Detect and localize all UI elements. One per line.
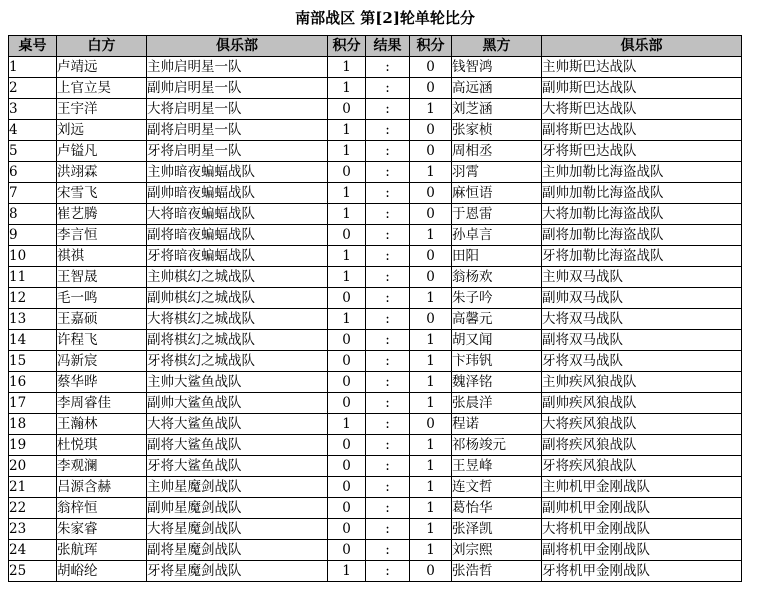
result-separator: : bbox=[366, 246, 410, 267]
white-player: 王宇洋 bbox=[57, 99, 147, 120]
black-club: 副将斯巴达战队 bbox=[542, 120, 742, 141]
table-number: 20 bbox=[9, 456, 57, 477]
white-score: 0 bbox=[328, 330, 366, 351]
white-club: 牙将启明星一队 bbox=[147, 141, 328, 162]
black-score: 0 bbox=[410, 204, 452, 225]
black-club: 大将机甲金刚战队 bbox=[542, 519, 742, 540]
result-separator: : bbox=[366, 561, 410, 582]
result-separator: : bbox=[366, 414, 410, 435]
table-row bbox=[9, 141, 742, 162]
white-club: 主帅棋幻之城战队 bbox=[147, 267, 328, 288]
result-separator: : bbox=[366, 519, 410, 540]
table-number: 22 bbox=[9, 498, 57, 519]
white-score: 0 bbox=[328, 372, 366, 393]
black-player: 周相丞 bbox=[452, 141, 542, 162]
table-number: 13 bbox=[9, 309, 57, 330]
white-club: 大将星魔剑战队 bbox=[147, 519, 328, 540]
black-player: 卞玮钒 bbox=[452, 351, 542, 372]
white-club: 主帅大鲨鱼战队 bbox=[147, 372, 328, 393]
white-club: 主帅启明星一队 bbox=[147, 57, 328, 78]
black-player: 胡又闻 bbox=[452, 330, 542, 351]
black-player: 高馨元 bbox=[452, 309, 542, 330]
black-player: 葛怡华 bbox=[452, 498, 542, 519]
header-black: 黑方 bbox=[452, 36, 542, 57]
black-player: 田阳 bbox=[452, 246, 542, 267]
white-player: 许程飞 bbox=[57, 330, 147, 351]
table-row bbox=[9, 309, 742, 330]
white-club: 主帅星魔剑战队 bbox=[147, 477, 328, 498]
header-black-club: 俱乐部 bbox=[542, 36, 742, 57]
result-separator: : bbox=[366, 141, 410, 162]
white-club: 大将暗夜蝙蝠战队 bbox=[147, 204, 328, 225]
black-player: 孙卓言 bbox=[452, 225, 542, 246]
white-score: 0 bbox=[328, 519, 366, 540]
black-score: 1 bbox=[410, 393, 452, 414]
table-row bbox=[9, 246, 742, 267]
table-row bbox=[9, 540, 742, 561]
black-player: 高远涵 bbox=[452, 78, 542, 99]
table-number: 15 bbox=[9, 351, 57, 372]
result-separator: : bbox=[366, 120, 410, 141]
white-player: 杜悦琪 bbox=[57, 435, 147, 456]
white-score: 0 bbox=[328, 540, 366, 561]
header-black-score: 积分 bbox=[410, 36, 452, 57]
result-separator: : bbox=[366, 540, 410, 561]
header-white-club: 俱乐部 bbox=[147, 36, 328, 57]
header-white-score: 积分 bbox=[328, 36, 366, 57]
table-row bbox=[9, 120, 742, 141]
table-number: 2 bbox=[9, 78, 57, 99]
black-score: 0 bbox=[410, 141, 452, 162]
black-player: 连文哲 bbox=[452, 477, 542, 498]
result-separator: : bbox=[366, 267, 410, 288]
table-row bbox=[9, 99, 742, 120]
black-player: 朱子吟 bbox=[452, 288, 542, 309]
white-club: 副帅星魔剑战队 bbox=[147, 498, 328, 519]
header-row bbox=[9, 36, 742, 57]
black-score: 1 bbox=[410, 498, 452, 519]
white-player: 宋雪飞 bbox=[57, 183, 147, 204]
black-player: 钱智鸿 bbox=[452, 57, 542, 78]
black-club: 副帅疾风狼战队 bbox=[542, 393, 742, 414]
table-number: 25 bbox=[9, 561, 57, 582]
table-number: 1 bbox=[9, 57, 57, 78]
table-row bbox=[9, 204, 742, 225]
white-score: 0 bbox=[328, 288, 366, 309]
black-club: 主帅机甲金刚战队 bbox=[542, 477, 742, 498]
table-row bbox=[9, 78, 742, 99]
result-separator: : bbox=[366, 288, 410, 309]
black-score: 1 bbox=[410, 435, 452, 456]
table-number: 21 bbox=[9, 477, 57, 498]
black-club: 副帅斯巴达战队 bbox=[542, 78, 742, 99]
black-player: 魏泽铭 bbox=[452, 372, 542, 393]
black-club: 大将加勒比海盗战队 bbox=[542, 204, 742, 225]
white-club: 牙将大鲨鱼战队 bbox=[147, 456, 328, 477]
table-row bbox=[9, 330, 742, 351]
white-club: 大将启明星一队 bbox=[147, 99, 328, 120]
black-club: 副帅双马战队 bbox=[542, 288, 742, 309]
black-player: 张晨洋 bbox=[452, 393, 542, 414]
white-score: 1 bbox=[328, 78, 366, 99]
white-player: 张航珲 bbox=[57, 540, 147, 561]
black-player: 祁杨竣元 bbox=[452, 435, 542, 456]
result-separator: : bbox=[366, 78, 410, 99]
black-club: 牙将疾风狼战队 bbox=[542, 456, 742, 477]
white-player: 蔡华晔 bbox=[57, 372, 147, 393]
black-player: 刘芝涵 bbox=[452, 99, 542, 120]
white-player: 李周睿佳 bbox=[57, 393, 147, 414]
white-player: 王瀚林 bbox=[57, 414, 147, 435]
white-player: 王嘉硕 bbox=[57, 309, 147, 330]
table-number: 24 bbox=[9, 540, 57, 561]
black-club: 副帅机甲金刚战队 bbox=[542, 498, 742, 519]
black-club: 大将斯巴达战队 bbox=[542, 99, 742, 120]
table-row bbox=[9, 267, 742, 288]
table-row bbox=[9, 183, 742, 204]
table-row bbox=[9, 372, 742, 393]
black-score: 0 bbox=[410, 309, 452, 330]
table-number: 11 bbox=[9, 267, 57, 288]
table-number: 14 bbox=[9, 330, 57, 351]
black-club: 主帅疾风狼战队 bbox=[542, 372, 742, 393]
table-number: 19 bbox=[9, 435, 57, 456]
black-player: 麻恒语 bbox=[452, 183, 542, 204]
black-club: 主帅加勒比海盗战队 bbox=[542, 162, 742, 183]
white-score: 1 bbox=[328, 141, 366, 162]
result-separator: : bbox=[366, 309, 410, 330]
result-separator: : bbox=[366, 57, 410, 78]
white-player: 李观澜 bbox=[57, 456, 147, 477]
table-row bbox=[9, 351, 742, 372]
result-separator: : bbox=[366, 393, 410, 414]
result-separator: : bbox=[366, 477, 410, 498]
black-player: 张家桢 bbox=[452, 120, 542, 141]
black-score: 0 bbox=[410, 561, 452, 582]
result-separator: : bbox=[366, 456, 410, 477]
page-title: 南部战区 第[2]轮单轮比分 bbox=[295, 9, 475, 27]
white-player: 李言恒 bbox=[57, 225, 147, 246]
black-score: 0 bbox=[410, 120, 452, 141]
result-separator: : bbox=[366, 330, 410, 351]
black-score: 1 bbox=[410, 351, 452, 372]
black-player: 刘宗熙 bbox=[452, 540, 542, 561]
black-club: 牙将加勒比海盗战队 bbox=[542, 246, 742, 267]
table-row bbox=[9, 288, 742, 309]
table-row bbox=[9, 477, 742, 498]
white-player: 洪翊霖 bbox=[57, 162, 147, 183]
white-score: 0 bbox=[328, 351, 366, 372]
black-score: 1 bbox=[410, 456, 452, 477]
table-row bbox=[9, 498, 742, 519]
white-score: 0 bbox=[328, 498, 366, 519]
table-number: 17 bbox=[9, 393, 57, 414]
white-score: 0 bbox=[328, 99, 366, 120]
white-score: 0 bbox=[328, 456, 366, 477]
black-score: 0 bbox=[410, 267, 452, 288]
black-club: 大将疾风狼战队 bbox=[542, 414, 742, 435]
white-player: 胡峪纶 bbox=[57, 561, 147, 582]
table-number: 16 bbox=[9, 372, 57, 393]
white-player: 上官立昊 bbox=[57, 78, 147, 99]
results-table bbox=[8, 35, 742, 582]
black-club: 副将加勒比海盗战队 bbox=[542, 225, 742, 246]
black-player: 羽霄 bbox=[452, 162, 542, 183]
black-player: 于恩雷 bbox=[452, 204, 542, 225]
white-player: 吕源含赫 bbox=[57, 477, 147, 498]
black-club: 牙将双马战队 bbox=[542, 351, 742, 372]
white-club: 副将星魔剑战队 bbox=[147, 540, 328, 561]
black-club: 副将机甲金刚战队 bbox=[542, 540, 742, 561]
white-score: 0 bbox=[328, 225, 366, 246]
table-number: 3 bbox=[9, 99, 57, 120]
white-score: 1 bbox=[328, 57, 366, 78]
result-separator: : bbox=[366, 204, 410, 225]
black-player: 张泽凯 bbox=[452, 519, 542, 540]
black-player: 程诺 bbox=[452, 414, 542, 435]
black-score: 1 bbox=[410, 99, 452, 120]
white-player: 毛一鸣 bbox=[57, 288, 147, 309]
white-club: 主帅暗夜蝙蝠战队 bbox=[147, 162, 328, 183]
table-number: 12 bbox=[9, 288, 57, 309]
white-club: 大将棋幻之城战队 bbox=[147, 309, 328, 330]
black-score: 0 bbox=[410, 78, 452, 99]
black-score: 0 bbox=[410, 183, 452, 204]
black-club: 主帅双马战队 bbox=[542, 267, 742, 288]
black-score: 1 bbox=[410, 162, 452, 183]
table-row bbox=[9, 519, 742, 540]
header-result: 结果 bbox=[366, 36, 410, 57]
white-player: 卢靖远 bbox=[57, 57, 147, 78]
white-club: 副将启明星一队 bbox=[147, 120, 328, 141]
white-club: 副将大鲨鱼战队 bbox=[147, 435, 328, 456]
table-row bbox=[9, 225, 742, 246]
black-club: 大将双马战队 bbox=[542, 309, 742, 330]
white-score: 1 bbox=[328, 204, 366, 225]
white-club: 副帅大鲨鱼战队 bbox=[147, 393, 328, 414]
table-row bbox=[9, 162, 742, 183]
white-club: 牙将星魔剑战队 bbox=[147, 561, 328, 582]
result-separator: : bbox=[366, 435, 410, 456]
table-number: 18 bbox=[9, 414, 57, 435]
table-number: 4 bbox=[9, 120, 57, 141]
black-score: 1 bbox=[410, 288, 452, 309]
white-club: 副将棋幻之城战队 bbox=[147, 330, 328, 351]
white-score: 1 bbox=[328, 414, 366, 435]
black-club: 副将双马战队 bbox=[542, 330, 742, 351]
table-number: 10 bbox=[9, 246, 57, 267]
white-player: 冯新宸 bbox=[57, 351, 147, 372]
black-score: 1 bbox=[410, 519, 452, 540]
white-player: 崔艺腾 bbox=[57, 204, 147, 225]
white-club: 副将暗夜蝙蝠战队 bbox=[147, 225, 328, 246]
result-separator: : bbox=[366, 225, 410, 246]
results-body bbox=[9, 57, 742, 582]
black-club: 主帅斯巴达战队 bbox=[542, 57, 742, 78]
black-club: 副帅加勒比海盗战队 bbox=[542, 183, 742, 204]
black-club: 牙将斯巴达战队 bbox=[542, 141, 742, 162]
black-score: 0 bbox=[410, 414, 452, 435]
header-table-no: 桌号 bbox=[9, 36, 57, 57]
white-player: 王智晟 bbox=[57, 267, 147, 288]
table-number: 9 bbox=[9, 225, 57, 246]
table-number: 8 bbox=[9, 204, 57, 225]
white-player: 朱家睿 bbox=[57, 519, 147, 540]
black-score: 0 bbox=[410, 57, 452, 78]
result-separator: : bbox=[366, 183, 410, 204]
white-score: 1 bbox=[328, 267, 366, 288]
header-white: 白方 bbox=[57, 36, 147, 57]
white-score: 0 bbox=[328, 162, 366, 183]
result-separator: : bbox=[366, 351, 410, 372]
black-score: 1 bbox=[410, 540, 452, 561]
white-score: 1 bbox=[328, 246, 366, 267]
table-row bbox=[9, 435, 742, 456]
white-club: 牙将棋幻之城战队 bbox=[147, 351, 328, 372]
white-score: 1 bbox=[328, 120, 366, 141]
white-player: 刘远 bbox=[57, 120, 147, 141]
black-player: 翁杨欢 bbox=[452, 267, 542, 288]
table-row bbox=[9, 57, 742, 78]
white-club: 副帅棋幻之城战队 bbox=[147, 288, 328, 309]
table-row bbox=[9, 393, 742, 414]
black-score: 1 bbox=[410, 477, 452, 498]
result-separator: : bbox=[366, 372, 410, 393]
white-score: 1 bbox=[328, 309, 366, 330]
black-score: 1 bbox=[410, 330, 452, 351]
table-number: 7 bbox=[9, 183, 57, 204]
white-score: 0 bbox=[328, 435, 366, 456]
result-separator: : bbox=[366, 99, 410, 120]
table-row bbox=[9, 456, 742, 477]
table-number: 6 bbox=[9, 162, 57, 183]
white-club: 副帅暗夜蝙蝠战队 bbox=[147, 183, 328, 204]
black-score: 0 bbox=[410, 246, 452, 267]
white-score: 0 bbox=[328, 393, 366, 414]
result-separator: : bbox=[366, 498, 410, 519]
black-player: 张浩哲 bbox=[452, 561, 542, 582]
white-score: 1 bbox=[328, 183, 366, 204]
table-number: 5 bbox=[9, 141, 57, 162]
table-row bbox=[9, 414, 742, 435]
black-club: 牙将机甲金刚战队 bbox=[542, 561, 742, 582]
white-score: 1 bbox=[328, 561, 366, 582]
table-row bbox=[9, 561, 742, 582]
white-player: 祺祺 bbox=[57, 246, 147, 267]
result-separator: : bbox=[366, 162, 410, 183]
black-score: 1 bbox=[410, 372, 452, 393]
white-player: 卢镒凡 bbox=[57, 141, 147, 162]
white-club: 牙将暗夜蝙蝠战队 bbox=[147, 246, 328, 267]
white-score: 0 bbox=[328, 477, 366, 498]
black-score: 1 bbox=[410, 225, 452, 246]
white-club: 大将大鲨鱼战队 bbox=[147, 414, 328, 435]
white-player: 翁梓恒 bbox=[57, 498, 147, 519]
table-number: 23 bbox=[9, 519, 57, 540]
black-player: 王昱峰 bbox=[452, 456, 542, 477]
black-club: 副将疾风狼战队 bbox=[542, 435, 742, 456]
white-club: 副帅启明星一队 bbox=[147, 78, 328, 99]
